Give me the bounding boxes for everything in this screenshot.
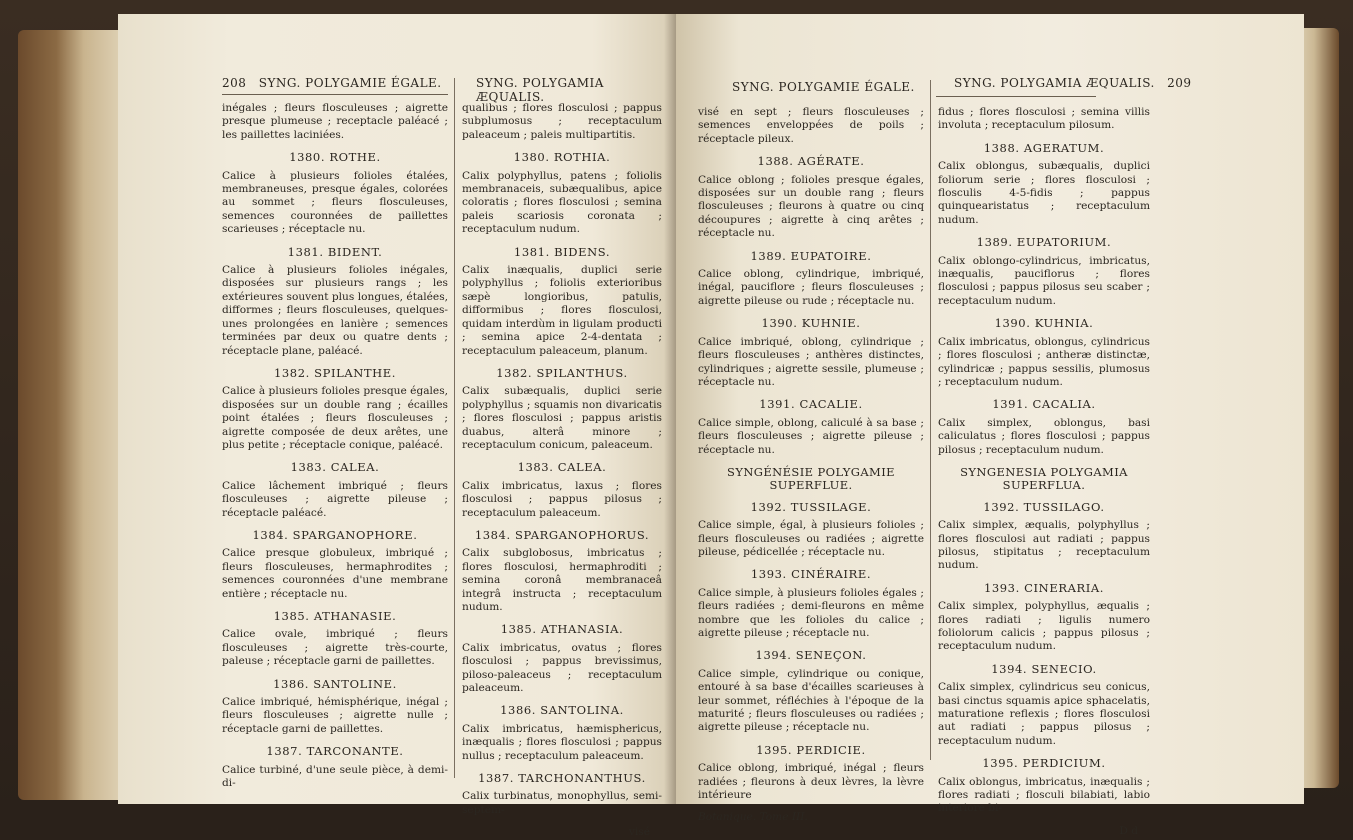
genus-description: Calice oblong, imbriqué, inégal ; fleurs radiées ; fleurons à deux lèvres, la lèvre intérieure — [698, 762, 924, 802]
genus-heading: 1390. KUHNIE. — [761, 316, 861, 331]
genus-description: Calix simplex, oblongus, basi caliculatus ; flores flosculosi ; pappus pilosus ; receptaculum nudum. — [938, 416, 1150, 456]
genus-entry — [938, 142, 1150, 227]
genus-entry — [938, 317, 1150, 389]
left-page — [118, 14, 676, 839]
genus-heading: 1380. ROTHE. — [289, 150, 381, 165]
genus-heading: 1389. EUPATORIUM. — [976, 235, 1112, 250]
genus-heading: 1392. TUSSILAGE. — [750, 499, 872, 514]
right-page-header-latin — [954, 76, 1274, 90]
header-rule — [222, 94, 448, 95]
genus-heading: 1391. CACALIE. — [759, 397, 863, 412]
continuation-text: qualibus ; flores flosculosi ; pappus subplumosus ; receptaculum paleaceum ; paleis multipartitis. — [462, 102, 662, 141]
genus-heading: 1388. AGÉRATE. — [757, 154, 865, 169]
genus-description: Calix imbricatus, hæmisphericus, inæqualis ; flores flosculosi ; pappus nullus ; receptaculum paleaceum. — [462, 722, 662, 762]
genus-entry — [222, 246, 448, 358]
genus-description: Calix imbricatus, oblongus, cylindricus ; flores flosculosi ; antheræ distinctæ, cylindricæ ; pappus sessilis, plumosus ; receptaculum nudum. — [938, 335, 1150, 388]
genus-entry — [462, 367, 662, 452]
genus-entry — [222, 610, 448, 669]
genus-heading: 1394. SENEÇON. — [755, 648, 867, 663]
genus-entry — [222, 529, 448, 601]
genus-entry — [222, 745, 448, 790]
book-edge-left — [18, 30, 128, 800]
genus-description: Calix imbricatus, laxus ; flores flosculosi ; pappus pilosus ; receptaculum paleaceum. — [462, 479, 662, 519]
genus-description: Calix subglobosus, imbricatus ; flores flosculosi, hermaphroditi ; semina coronâ membranaceâ integrâ instructa ; receptaculum nudum. — [462, 547, 662, 613]
genus-description: Calice turbiné, d'une seule pièce, à demi-di- — [222, 763, 448, 790]
genus-description: Calice simple, cylindrique ou conique, entouré à sa base d'écailles scarieuses à leur sommet, réfléchies à l'époque de la maturité ; fleurs flosculeuses ou radiées ; aigrette pileuse ; réceptacle nu. — [698, 667, 924, 734]
genus-heading: 1395. PERDICIE. — [756, 742, 866, 757]
continuation-text: fidus ; flores flosculosi ; semina villis involuta ; receptaculum pilosum. — [938, 106, 1150, 132]
genus-heading: 1394. SENECIO. — [991, 661, 1097, 676]
genus-heading: 1386. SANTOLINE. — [273, 676, 397, 691]
genus-entry — [698, 501, 924, 560]
page-number: 209 — [1167, 76, 1192, 90]
genus-entry — [462, 623, 662, 695]
genus-heading: 1384. SPARGANOPHORE. — [252, 527, 418, 542]
genus-heading: 1381. BIDENS. — [513, 244, 611, 259]
genus-entry — [938, 582, 1150, 654]
genus-entry — [222, 151, 448, 236]
volume-footer: Botanique. Tome III. — [698, 811, 808, 824]
genus-heading: 1385. ATHANASIA. — [500, 622, 624, 637]
catchword: visé — [628, 826, 650, 839]
genus-description: Calix simplex, polyphyllus, æqualis ; flores radiati ; ligulis numero foliolorum calicis ; pappus pilosus ; receptaculum nudum. — [938, 600, 1150, 653]
section-heading: SYNGENESIA POLYGAMIA SUPERFLUA. — [960, 464, 1128, 493]
header-rule — [936, 96, 1096, 97]
genus-heading: 1382. SPILANTHE. — [273, 365, 397, 380]
french-column — [698, 106, 924, 825]
genus-heading: 1392. TUSSILAGO. — [983, 499, 1105, 514]
genus-description: Calice oblong, cylindrique, imbriqué, inégal, pauciflore ; fleurs flosculeuses ; aigrette pileuse ou rude ; réceptacle nu. — [698, 268, 924, 307]
right-page-header-french: SYNG. POLYGAMIE ÉGALE. — [732, 80, 915, 94]
genus-description: Calice simple, à plusieurs folioles égales ; fleurs radiées ; demi-fleurons en même nombre que les folioles du calice ; aigrette pileuse ; réceptacle nu. — [698, 586, 924, 639]
running-head: SYNG. POLYGAMIA ÆQUALIS. — [954, 76, 1155, 90]
genus-entry — [698, 155, 924, 240]
genus-heading: 1384. SPARGANOPHORUS. — [474, 527, 650, 542]
latin-column — [462, 102, 662, 840]
genus-description: Calice simple, oblong, caliculé à sa base ; fleurs flosculeuses ; aigrette pileuse ; réceptacle nu. — [698, 416, 924, 456]
section-heading: SYNGÉNÉSIE POLYGAMIE SUPERFLUE. — [727, 464, 895, 493]
genus-heading: 1389. EUPATOIRE. — [750, 248, 872, 263]
genus-entry — [462, 529, 662, 614]
genus-description: Calix inæqualis, duplici serie polyphyllus ; foliolis exterioribus sæpè longioribus, patulis, difformibus ; flores flosculosi, quidam interdùm in ligulam producti ; semina apice 2-4-dentata ; receptaculum paleaceum, planum. — [462, 264, 662, 357]
genus-heading: 1391. CACALIA. — [992, 397, 1096, 412]
genus-entry — [698, 317, 924, 389]
genus-description: Calice imbriqué, oblong, cylindrique ; fleurs flosculeuses ; anthères distinctes, cylindriques ; aigrette sessile, plumeuse ; réceptacle nu. — [698, 335, 924, 388]
genus-description: Calix oblongo-cylindricus, imbricatus, inæqualis, pauciflorus ; flores flosculosi ; pappus pilosus seu scaber ; receptaculum nudum. — [938, 254, 1150, 307]
genus-heading: 1395. PERDICIUM. — [982, 756, 1106, 771]
genus-entry — [938, 757, 1150, 816]
genus-description: Calix imbricatus, ovatus ; flores flosculosi ; pappus brevissimus, piloso-paleaceus ; receptaculum paleaceum. — [462, 641, 662, 695]
latin-column — [938, 106, 1150, 838]
genus-heading: 1381. BIDENT. — [287, 244, 383, 259]
genus-entry — [938, 663, 1150, 748]
genus-heading: 1383. CALEA. — [517, 460, 607, 475]
genus-entry — [698, 250, 924, 309]
genus-heading: 1388. AGERATUM. — [983, 140, 1105, 155]
genus-description: Calice simple, égal, à plusieurs folioles ; fleurs flosculeuses ou radiées ; aigrette pileuse, pédicellée ; réceptacle nu. — [698, 519, 924, 558]
genus-heading: 1386. SANTOLINA. — [500, 703, 624, 718]
genus-entry — [698, 568, 924, 640]
genus-entry — [462, 246, 662, 358]
genus-description: Calice à plusieurs folioles presque égales, disposées sur un double rang ; écailles point étalées ; fleurs flosculeuses ; aigrette composée de deux arêtes, une plus petite ; réceptacle conique, paléacé. — [222, 385, 448, 451]
genus-description: Calice imbriqué, hémisphérique, inégal ; fleurs flosculeuses ; aigrette nulle ; réceptacle garni de paillettes. — [222, 696, 448, 735]
genus-heading: 1387. TARCONANTE. — [266, 744, 404, 759]
genus-description: Calice presque globuleux, imbriqué ; fleurs flosculeuses, hermaphrodites ; semences couronnées d'une membrane entière ; réceptacle nu. — [222, 547, 448, 600]
genus-entry — [462, 704, 662, 763]
genus-heading: 1390. KUHNIA. — [994, 316, 1094, 331]
genus-description: Calice lâchement imbriqué ; fleurs flosculeuses ; aigrette pileuse ; réceptacle paléacé. — [222, 479, 448, 519]
genus-heading: 1383. CALEA. — [290, 460, 380, 475]
genus-entry — [462, 151, 662, 236]
continuation-text: inégales ; fleurs flosculeuses ; aigrette presque plumeuse ; receptacle paléacé ; les paillettes laciniées. — [222, 102, 448, 141]
column-divider — [930, 80, 931, 760]
genus-entry — [938, 501, 1150, 573]
genus-heading: 1387. TARCHONANTHUS. — [478, 771, 646, 786]
genus-entry — [938, 398, 1150, 457]
right-page — [676, 14, 1304, 837]
genus-heading: 1385. ATHANASIE. — [273, 609, 397, 623]
genus-heading: 1393. CINERARIA. — [983, 580, 1105, 595]
genus-description: Calice oblong ; folioles presque égales, disposées sur un double rang ; fleurs flosculeuses ; fleurons à quatre ou cinq découpures ; aigrette à cinq arêtes ; réceptacle nu. — [698, 173, 924, 240]
genus-entry — [462, 461, 662, 520]
genus-heading: 1393. CINÉRAIRE. — [750, 567, 872, 582]
genus-heading: 1382. SPILANTHUS. — [496, 365, 628, 380]
genus-entry — [698, 744, 924, 803]
signature-mark: D d — [1119, 824, 1138, 837]
genus-description: Calix oblongus, imbricatus, inæqualis ; flores radiati ; flosculi bilabiati, labio interiore bi- — [938, 775, 1150, 815]
genus-description: Calix simplex, cylindricus seu conicus, basi cinctus squamis apice sphacelatis, maturatione reflexis ; flores flosculosi aut radiati ; pappus pilosus ; receptaculum nudum. — [938, 681, 1150, 747]
genus-description: Calice à plusieurs folioles étalées, membraneuses, presque égales, colorées au sommet ; fleurs flosculeuses, semences couronnées de paillettes scarieuses ; réceptacle nu. — [222, 169, 448, 236]
genus-entry — [938, 236, 1150, 308]
genus-description: Calix simplex, æqualis, polyphyllus ; flores flosculosi aut radiati ; pappus pilosus, stipitatus ; receptaculum nudum. — [938, 519, 1150, 572]
genus-description: Calix oblongus, subæqualis, duplici foliorum serie ; flores flosculosi ; flosculis 4-5-fidis ; pappus quinquearistatus ; receptaculum nudum. — [938, 160, 1150, 226]
running-head: SYNG. POLYGAMIE ÉGALE. — [258, 76, 442, 90]
genus-description: Calix turbinatus, monophyllus, semi-septem- — [462, 790, 662, 816]
column-divider — [454, 78, 455, 778]
genus-entry — [222, 461, 448, 520]
genus-description: Calice ovale, imbriqué ; fleurs flosculeuses ; aigrette très-courte, paleuse ; réceptacle garni de paillettes. — [222, 628, 448, 668]
genus-description: Calix subæqualis, duplici serie polyphyllus ; squamis non divaricatis ; flores flosculosi ; pappus aristis duabus, alterâ minore ; receptaculum conicum, paleaceum. — [462, 385, 662, 451]
genus-description: Calice à plusieurs folioles inégales, disposées sur plusieurs rangs ; les extérieures souvent plus longues, étalées, difformes ; fleurs flosculeuses, quelques-unes prolongées en lanière ; semences terminées par deux ou quatre dents ; réceptacle plane, paléacé. — [222, 264, 448, 357]
genus-entry — [222, 678, 448, 737]
genus-entry — [698, 398, 924, 457]
genus-entry — [222, 367, 448, 452]
left-page-header-latin: SYNG. POLYGAMIA ÆQUALIS. — [476, 76, 604, 104]
genus-entry — [462, 772, 662, 817]
genus-heading: 1380. ROTHIA. — [513, 150, 611, 165]
continuation-text: visé en sept ; fleurs flosculeuses ; semences enveloppées de poils ; réceptacle pileux. — [698, 106, 924, 145]
left-page-header-french — [222, 76, 442, 90]
genus-entry — [698, 649, 924, 734]
page-number: 208 — [222, 76, 247, 90]
genus-description: Calix polyphyllus, patens ; foliolis membranaceis, subæqualibus, apice coloratis ; flores flosculosi ; semina paleis scariosis coronata ; receptaculum nudum. — [462, 169, 662, 236]
french-column — [222, 102, 448, 799]
